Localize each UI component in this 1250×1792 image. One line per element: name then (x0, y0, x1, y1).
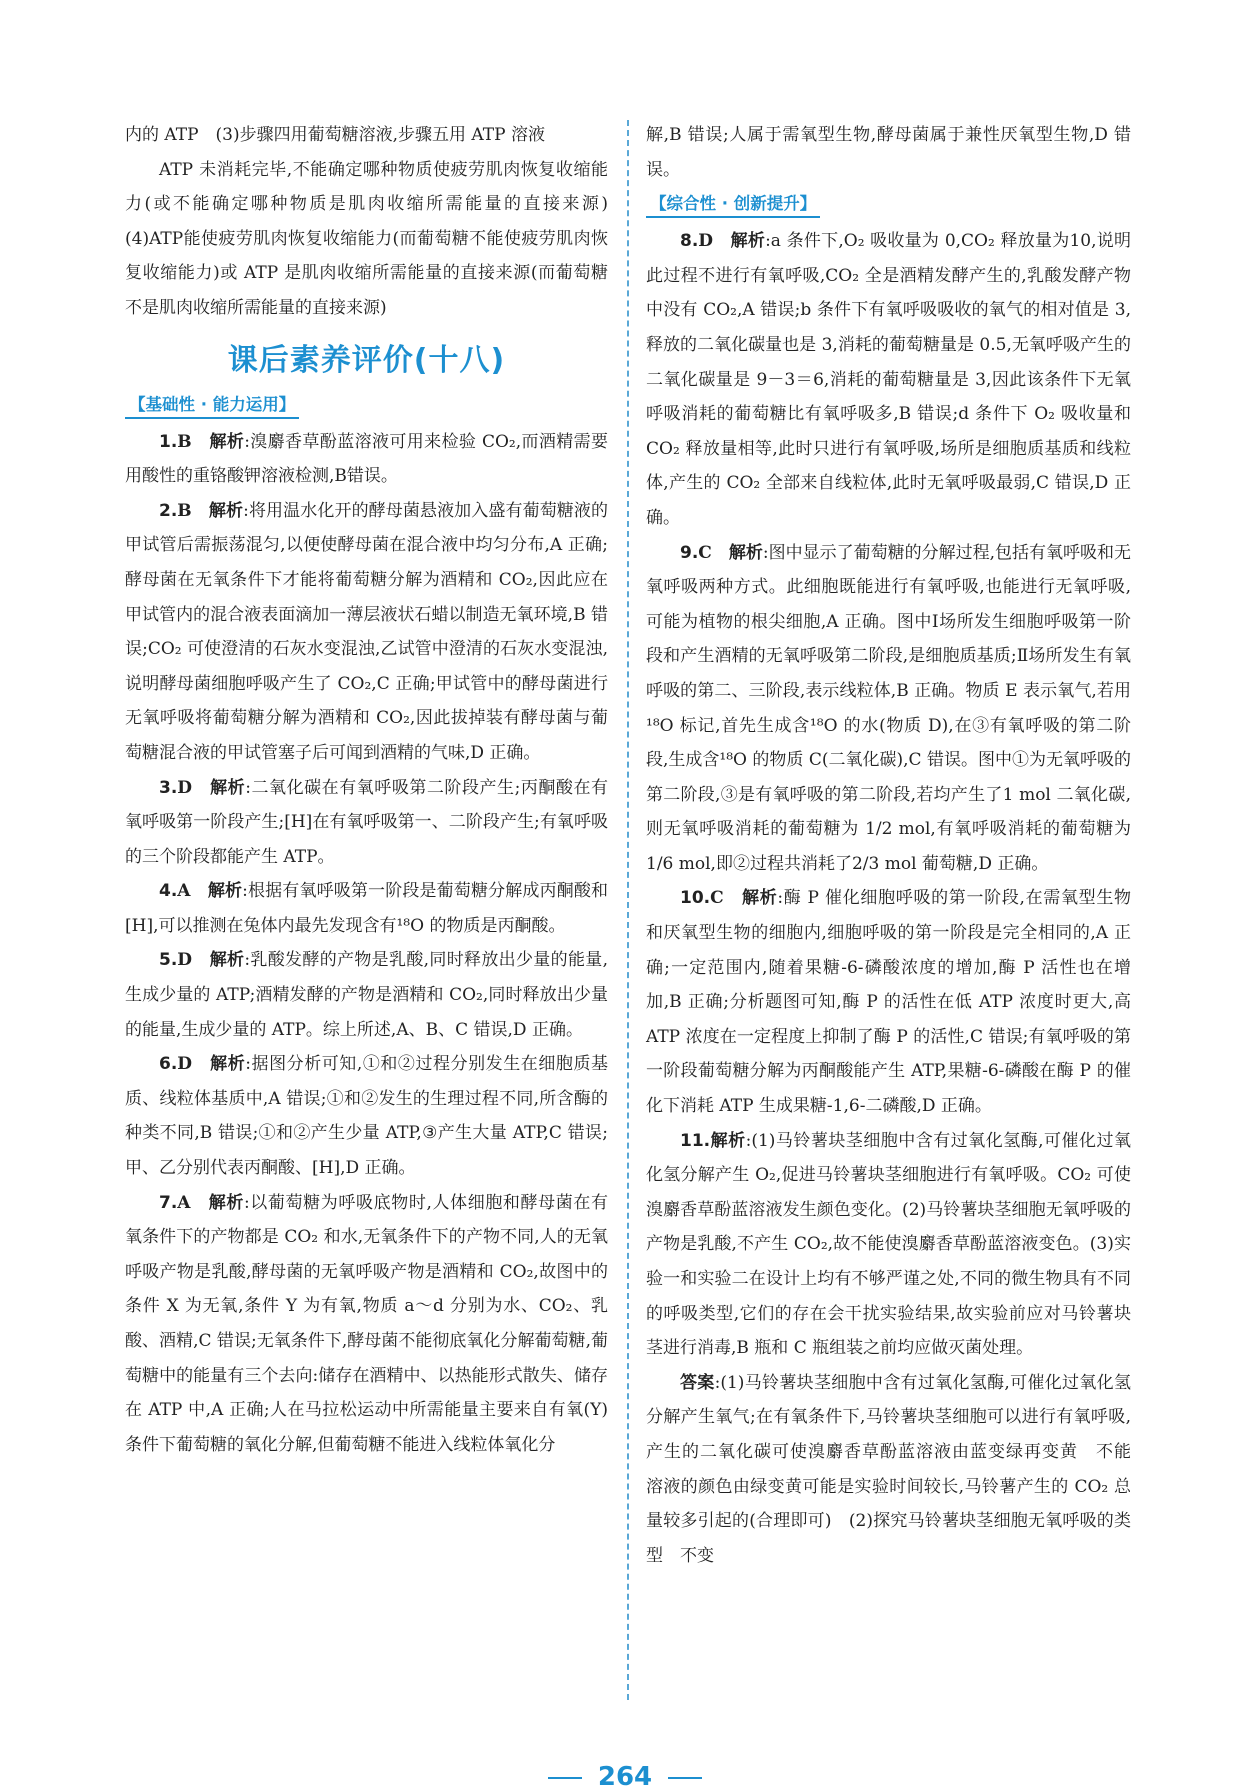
answer-item: 7.A 解析:以葡萄糖为呼吸底物时,人体细胞和酵母菌在有氧条件下的产物都是 CO₂ 和水,无氧条件下的产物不同,人的无氧呼吸产物是乳酸,酵母菌的无氧呼吸产物是酒精和 CO₂,故图中的条件 X 为无氧,条件 Y 为有氧,物质 a～d 分别为水、CO₂、乳酸、酒精,C 错误;无氧条件下,酵母菌不能彻底氧化分解葡萄糖,葡萄糖中的能量有三个去向:储存在酒精中、以热能形式散失、储存在 ATP 中,A 正确;人在马拉松运动中所需能量主要来自有氧(Y)条件下葡萄糖的氧化分解,但葡萄糖不能进入线粒体氧化分 (125, 1192, 609, 1455)
answer-item: 11.解析:(1)马铃薯块茎细胞中含有过氧化氢酶,可催化过氧化氢分解产生 O₂,促进马铃薯块茎细胞进行有氧呼吸。CO₂ 可使溴麝香草酚蓝溶液发生颜色变化。(2)马铃薯块茎细胞无氧呼吸的产物是乳酸,不产生 CO₂,故不能使溴麝香草酚蓝溶液变色。(3)实验一和实验二在设计上均有不够严谨之处,不同的微生物具有不同的呼吸类型,它们的存在会干扰实验结果,故实验前应对马铃薯块茎进行消毒,B 瓶和 C 瓶组装之前均应做灭菌处理。 (646, 1130, 1132, 1359)
answer-item: 1.B 解析:溴麝香草酚蓝溶液可用来检验 CO₂,而酒精需要用酸性的重铬酸钾溶液检测,B错误。 (125, 431, 609, 487)
page-number: 264 (597, 1762, 653, 1792)
answer-item: 9.C 解析:图中显示了葡萄糖的分解过程,包括有氧呼吸和无氧呼吸两种方式。此细胞既能进行有氧呼吸,也能进行无氧呼吸,可能为植物的根尖细胞,A 正确。图中Ⅰ场所发生细胞呼吸第一阶段和产生酒精的无氧呼吸第二阶段,是细胞质基质;Ⅱ场所发生有氧呼吸的第二、三阶段,表示线粒体,B 正确。物质 E 表示氧气,若用¹⁸O 标记,首先生成含¹⁸O 的水(物质 D),在③有氧呼吸的第二阶段,生成含¹⁸O 的物质 C(二氧化碳),C 错误。图中①为无氧呼吸的第二阶段,③是有氧呼吸的第二阶段,若均产生了1 mol 二氧化碳,则无氧呼吸消耗的葡萄糖为 1/2 mol,有氧呼吸消耗的葡萄糖为 1/6 mol,即②过程共消耗了2/3 mol 葡萄糖,D 正确。 (646, 542, 1132, 874)
left-column (125, 118, 625, 1462)
continuation-text: ATP 未消耗完毕,不能确定哪种物质使疲劳肌肉恢复收缩能力(或不能确定哪种物质是肌肉收缩所需能量的直接来源) (4)ATP能使疲劳肌肉恢复收缩能力(而葡萄糖不能使疲劳肌肉恢复收缩能力)或 ATP 是肌肉收缩所需能量的直接来源(而葡萄糖不是肌肉收缩所需能量的直接来源) (125, 159, 625, 318)
continuation-text: 内的 ATP (3)步骤四用葡萄糖溶液,步骤五用 ATP 溶液 (125, 125, 545, 145)
answer-item: 2.B 解析:将用温水化开的酵母菌悬液加入盛有葡萄糖液的甲试管后需振荡混匀,以便使酵母菌在混合液中均匀分布,A 正确;酵母菌在无氧条件下才能将葡萄糖分解为酒精和 CO₂,因此应在甲试管内的混合液表面滴加一薄层液状石蜡以制造无氧环境,B 错误;CO₂ 可使澄清的石灰水变混浊,乙试管中澄清的石灰水变混浊,说明酵母菌细胞呼吸产生了 CO₂,C 正确;甲试管中的酵母菌进行无氧呼吸将葡萄糖分解为酒精和 CO₂,因此拔掉装有酵母菌与葡萄糖混合液的甲试管塞子后可闻到酒精的气味,D 正确。 (125, 500, 609, 763)
answer-item: 6.D 解析:据图分析可知,①和②过程分别发生在细胞质基质、线粒体基质中,A 错误;①和②发生的生理过程不同,所含酶的种类不同,B 错误;①和②产生少量 ATP,③产生大量 ATP,C 错误;甲、乙分别代表丙酮酸、[H],D 正确。 (125, 1054, 608, 1179)
footer-dash-left (548, 1777, 582, 1779)
answer-item: 4.A 解析:根据有氧呼吸第一阶段是葡萄糖分解成丙酮酸和[H],可以推测在兔体内最先发现含有¹⁸O 的物质是丙酮酸。 (125, 881, 609, 936)
right-column (646, 118, 1148, 1573)
answer-item: 8.D 解析:a 条件下,O₂ 吸收量为 0,CO₂ 释放量为10,说明此过程不进行有氧呼吸,CO₂ 全是酒精发酵产生的,乳酸发酵产物中没有 CO₂,A 错误;b 条件下有氧呼吸吸收的氧气的相对值是 3,释放的二氧化碳量也是 3,消耗的葡萄糖量是 0.5,无氧呼吸产生的二氧化碳量是 9－3＝6,消耗的葡萄糖量是 3,因此该条件下无氧呼吸消耗的葡萄糖比有氧呼吸多,B 错误;d 条件下 O₂ 吸收量和 CO₂ 释放量相等,此时只进行有氧呼吸,场所是细胞质基质和线粒体,产生的 CO₂ 全部来自线粒体,此时无氧呼吸最弱,C 错误,D 正确。 (646, 231, 1132, 528)
column-divider (627, 120, 629, 1700)
answer-text: 答案:(1)马铃薯块茎细胞中含有过氧化氢酶,可催化过氧化氢分解产生氧气;在有氧条件下,马铃薯块茎细胞可以进行有氧呼吸,产生的二氧化碳可使溴麝香草酚蓝溶液由蓝变绿再变黄 不能 溶液的颜色由绿变黄可能是实验时间较长,马铃薯产生的 CO₂ 总量较多引起的(合理即可) (2)探究马铃薯块茎细胞无氧呼吸的类型 不变 (646, 1372, 1148, 1566)
page-title: 课后素养评价(十八) (227, 342, 506, 378)
answer-item: 3.D 解析:二氧化碳在有氧呼吸第二阶段产生;丙酮酸在有氧呼吸第一阶段产生;[H]在有氧呼吸第一、二阶段产生;有氧呼吸的三个阶段都能产生 ATP。 (125, 777, 609, 867)
section-heading: 【综合性 · 创新提升】 (646, 192, 820, 218)
answer-item: 5.D 解析:乳酸发酵的产物是乳酸,同时释放出少量的能量,生成少量的 ATP;酒精发酵的产物是酒精和 CO₂,同时释放出少量的能量,生成少量的 ATP。综上所述,A、B、C 错误,D 正确。 (125, 950, 609, 1040)
answer-item: 10.C 解析:酶 P 催化细胞呼吸的第一阶段,在需氧型生物和厌氧型生物的细胞内,细胞呼吸的第一阶段是完全相同的,A 正确;一定范围内,随着果糖-6-磷酸浓度的增加,酶 P 活性也在增加,B 正确;分析题图可知,酶 P 的活性在低 ATP 浓度时更大,高 ATP 浓度在一定程度上抑制了酶 P 的活性,C 错误;有氧呼吸的第一阶段葡萄糖分解为丙酮酸能产生 ATP,果糖-6-磷酸在酶 P 的催化下消耗 ATP 生成果糖-1,6-二磷酸,D 正确。 (646, 888, 1131, 1117)
section-heading: 【基础性 · 能力运用】 (125, 393, 299, 419)
page-number-footer (0, 1762, 1250, 1792)
footer-dash-right (668, 1777, 702, 1779)
continuation-text: 解,B 错误;人属于需氧型生物,酵母菌属于兼性厌氧型生物,D 错误。 (646, 125, 1131, 180)
